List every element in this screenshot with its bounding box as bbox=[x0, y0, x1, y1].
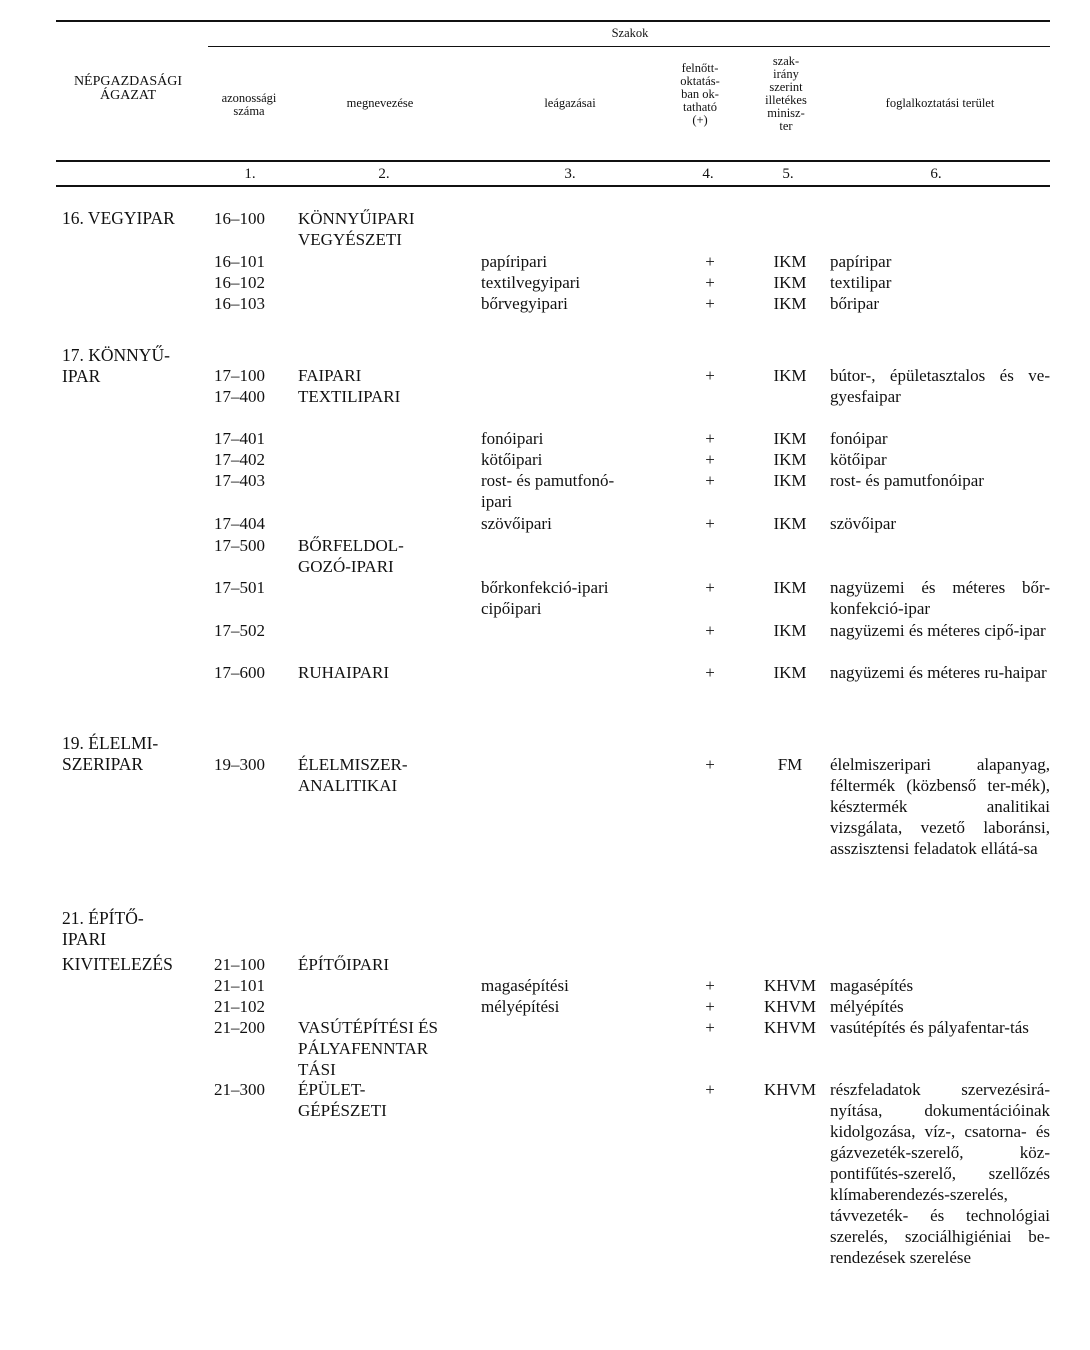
header-sector bbox=[56, 75, 200, 103]
szak-name: VASÚTÉPÍTÉSI ÉS bbox=[298, 1018, 438, 1037]
header-col-4 bbox=[662, 62, 738, 127]
szak-name: KÖNNYŰIPARI bbox=[298, 209, 415, 228]
szak-branch: mélyépítési bbox=[481, 997, 560, 1016]
adult-education-mark: + bbox=[705, 578, 715, 597]
szak-name: ANALITIKAI bbox=[298, 776, 398, 795]
header-col-5 bbox=[748, 55, 824, 133]
szak-code: 17–404 bbox=[214, 514, 265, 533]
sector-label: KIVITELEZÉS bbox=[62, 954, 173, 974]
header-col-3-line: leágazásai bbox=[544, 96, 596, 110]
szak-name: ÉLELMISZER- bbox=[298, 755, 408, 774]
ministry: IKM bbox=[773, 252, 807, 271]
szak-code: 19–300 bbox=[214, 755, 265, 774]
szak-code: 17–502 bbox=[214, 621, 265, 640]
adult-education-mark: + bbox=[705, 450, 715, 469]
employment-area: mélyépítés bbox=[830, 997, 904, 1016]
sector-label: 19. ÉLELMI- bbox=[62, 733, 159, 753]
ministry: KHVM bbox=[764, 976, 816, 995]
szak-name: FAIPARI bbox=[298, 366, 362, 385]
szak-name: TEXTILIPARI bbox=[298, 387, 401, 406]
numbering-rule bbox=[56, 185, 1050, 187]
szak-branch: kötőipari bbox=[481, 450, 543, 469]
szak-code: 21–200 bbox=[214, 1018, 265, 1037]
col-number-4: 4. bbox=[702, 166, 714, 182]
szak-name: ÉPÍTŐIPARI bbox=[298, 955, 389, 974]
adult-education-mark: + bbox=[705, 471, 715, 490]
szak-code: 17–500 bbox=[214, 536, 265, 555]
adult-education-mark: + bbox=[705, 1080, 715, 1099]
header-col-5-line: illetékes bbox=[765, 93, 807, 107]
ministry: IKM bbox=[773, 663, 807, 682]
employment-area: kötőipar bbox=[830, 450, 887, 469]
szak-name: VEGYÉSZETI bbox=[298, 230, 402, 249]
szak-code: 17–600 bbox=[214, 663, 265, 682]
ministry: IKM bbox=[773, 366, 807, 385]
ministry: IKM bbox=[773, 621, 807, 640]
szak-branch: papíripari bbox=[481, 252, 548, 271]
szak-name: GOZÓ-IPARI bbox=[298, 557, 394, 576]
header-col-5-line: ter bbox=[779, 119, 793, 133]
employment-area: textilipar bbox=[830, 273, 892, 292]
sector-label: IPARI bbox=[62, 929, 107, 949]
szak-code: 16–103 bbox=[214, 294, 265, 313]
adult-education-mark: + bbox=[705, 997, 715, 1016]
szak-code: 21–101 bbox=[214, 976, 265, 995]
ministry: KHVM bbox=[764, 1018, 816, 1037]
szak-code: 16–102 bbox=[214, 273, 265, 292]
employment-area: bútor-, épületasztalos és ve-gyesfaipar bbox=[830, 366, 1050, 406]
adult-education-mark: + bbox=[705, 514, 715, 533]
adult-education-mark: + bbox=[705, 663, 715, 682]
szak-name: ÉPÜLET- bbox=[298, 1080, 366, 1099]
col-number-6: 6. bbox=[930, 166, 942, 182]
szak-branch: magasépítési bbox=[481, 976, 569, 995]
szak-name: PÁLYAFENNTAR bbox=[298, 1039, 429, 1058]
szak-code: 21–100 bbox=[214, 955, 265, 974]
employment-area: vasútépítés és pályafentar-tás bbox=[830, 1018, 1029, 1037]
employment-area: nagyüzemi és méteres cipő-ipar bbox=[830, 621, 1046, 640]
ministry: IKM bbox=[773, 450, 807, 469]
adult-education-mark: + bbox=[705, 1018, 715, 1037]
ministry: KHVM bbox=[764, 997, 816, 1016]
header-szakok: Szakok bbox=[611, 26, 649, 40]
ministry: IKM bbox=[773, 578, 807, 597]
employment-area: magasépítés bbox=[830, 976, 914, 995]
header-col-4-line: ban ok- bbox=[681, 87, 719, 101]
sector-label: 21. ÉPÍTŐ- bbox=[62, 908, 144, 928]
header-col-5-line: szak- bbox=[772, 54, 800, 68]
ministry: KHVM bbox=[764, 1080, 816, 1099]
sector-label: 17. KÖNNYŰ- bbox=[62, 345, 170, 365]
adult-education-mark: + bbox=[705, 366, 715, 385]
szak-code: 17–501 bbox=[214, 578, 265, 597]
header-col-5-line: minisz- bbox=[767, 106, 805, 120]
header-bottom-rule bbox=[56, 160, 1050, 162]
szak-branch: cipőipari bbox=[481, 599, 542, 618]
sector-label: SZERIPAR bbox=[62, 754, 144, 774]
szak-branch: ipari bbox=[481, 492, 513, 511]
header-col-4-line: felnőtt- bbox=[681, 61, 719, 75]
szak-branch: bőrkonfekció-ipari bbox=[481, 578, 609, 597]
employment-area: fonóipar bbox=[830, 429, 888, 448]
ministry: IKM bbox=[773, 429, 807, 448]
ministry: IKM bbox=[773, 514, 807, 533]
header-sector-line: ÁGAZAT bbox=[100, 88, 156, 103]
adult-education-mark: + bbox=[705, 294, 715, 313]
header-sector-line: NÉPGAZDASÁGI bbox=[73, 74, 183, 89]
employment-area: nagyüzemi és méteres ru-haipar bbox=[830, 663, 1047, 682]
employment-area: bőripar bbox=[830, 294, 880, 313]
szak-code: 17–401 bbox=[214, 429, 265, 448]
header-col-4-line: tatható bbox=[682, 100, 717, 114]
szak-code: 16–100 bbox=[214, 209, 265, 228]
szak-branch: textilvegyipari bbox=[481, 273, 581, 292]
szak-name: GÉPÉSZETI bbox=[298, 1101, 387, 1120]
col-number-5: 5. bbox=[782, 166, 794, 182]
header-col-4-line: oktatás- bbox=[680, 74, 720, 88]
szak-branch: bőrvegyipari bbox=[481, 294, 568, 313]
col-number-2: 2. bbox=[378, 166, 390, 182]
header-col-5-line: irány bbox=[773, 67, 799, 81]
szak-code: 21–102 bbox=[214, 997, 265, 1016]
adult-education-mark: + bbox=[705, 429, 715, 448]
adult-education-mark: + bbox=[705, 252, 715, 271]
employment-area: rost- és pamutfonóipar bbox=[830, 471, 984, 490]
header-col-6-line: foglalkoztatási terület bbox=[885, 96, 995, 110]
header-col-2-line: megnevezése bbox=[346, 96, 414, 110]
employment-area: nagyüzemi és méteres bőr-konfekció-ipar bbox=[830, 578, 1050, 618]
header-col-5-line: szerint bbox=[769, 80, 803, 94]
szak-code: 17–400 bbox=[214, 387, 265, 406]
employment-area: részfeladatok szervezésirá-nyítása, dokumentációinak kidolgozása, víz-, csatorna- és gázvezeték-szerelő, köz-pontifűtés-szerelő, szellőzés klímaberendezés-szerelés, távvezeték- és technológiai szerelés, szociálhigiéniai be-rendezések szerelése bbox=[830, 1080, 1050, 1267]
szak-name: RUHAIPARI bbox=[298, 663, 390, 682]
header-col-1-line: azonossági bbox=[221, 91, 277, 105]
adult-education-mark: + bbox=[705, 976, 715, 995]
header-col-2 bbox=[320, 97, 440, 110]
szak-branch: szövőipari bbox=[481, 514, 552, 533]
szakok-rule bbox=[208, 46, 1050, 47]
szak-name: BŐRFELDOL- bbox=[298, 536, 404, 555]
szak-code: 17–100 bbox=[214, 366, 265, 385]
sector-label: 16. VEGYIPAR bbox=[62, 208, 175, 228]
adult-education-mark: + bbox=[705, 755, 715, 774]
header-col-3 bbox=[510, 97, 630, 110]
szak-code: 17–403 bbox=[214, 471, 265, 490]
employment-area: élelmiszeripari alapanyag, féltermék (közbenső ter-mék), késztermék analitikai vizsgálata, vezető laboránsi, asszisztensi feladatok ellátá-sa bbox=[830, 755, 1050, 858]
header-col-1-line: száma bbox=[233, 104, 265, 118]
header-col-4-line: (+) bbox=[692, 113, 708, 127]
header-col-6 bbox=[840, 97, 1040, 110]
adult-education-mark: + bbox=[705, 621, 715, 640]
adult-education-mark: + bbox=[705, 273, 715, 292]
employment-area: papíripar bbox=[830, 252, 892, 271]
ministry: FM bbox=[777, 755, 803, 774]
szak-branch: fonóipari bbox=[481, 429, 544, 448]
top-rule bbox=[56, 20, 1050, 22]
employment-area: szövőipar bbox=[830, 514, 897, 533]
ministry: IKM bbox=[773, 471, 807, 490]
ministry: IKM bbox=[773, 273, 807, 292]
col-number-1: 1. bbox=[244, 166, 256, 182]
ministry: IKM bbox=[773, 294, 807, 313]
col-number-3: 3. bbox=[564, 166, 576, 182]
szak-name: TÁSI bbox=[298, 1060, 336, 1079]
szak-branch: rost- és pamutfonó- bbox=[481, 471, 615, 490]
header-col-1 bbox=[208, 92, 290, 118]
sector-label: IPAR bbox=[62, 366, 101, 386]
szak-code: 21–300 bbox=[214, 1080, 265, 1099]
szak-code: 17–402 bbox=[214, 450, 265, 469]
szak-code: 16–101 bbox=[214, 252, 265, 271]
